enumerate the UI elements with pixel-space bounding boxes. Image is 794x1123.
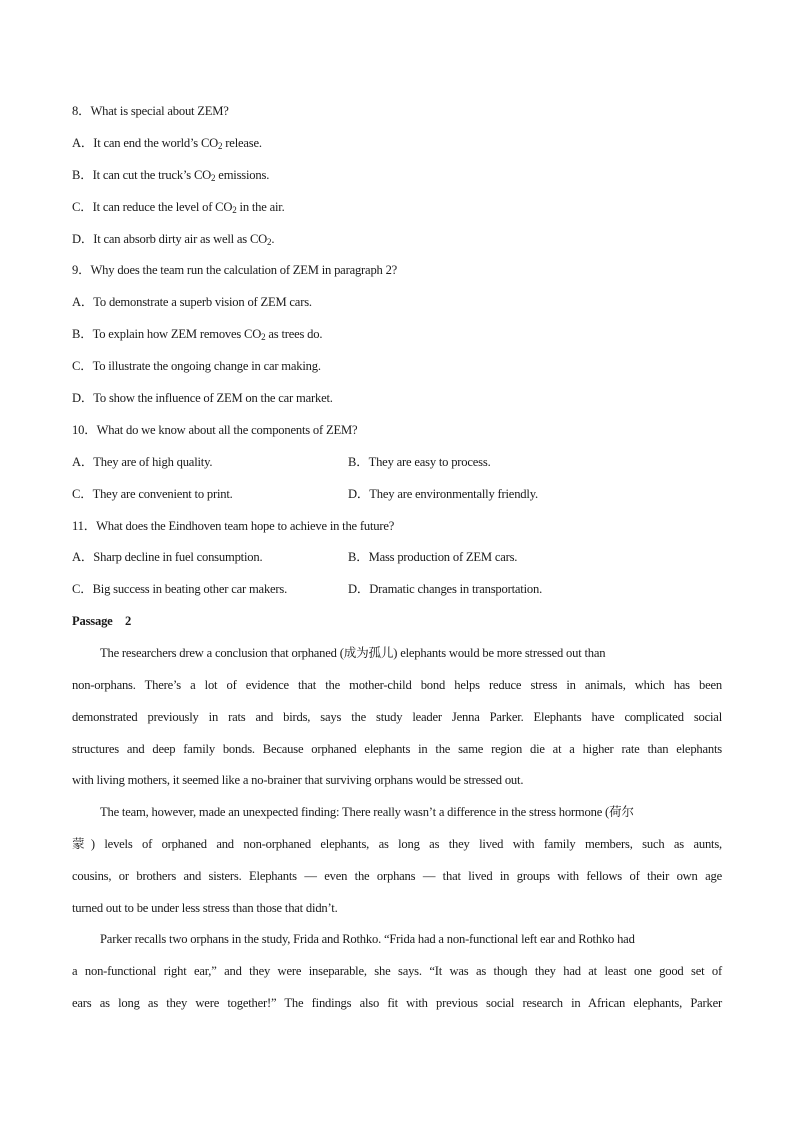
passage-paragraph-2 bbox=[72, 799, 722, 926]
question-8-option-d: D．It can absorb dirty air as well as $CO_2$. bbox=[72, 231, 275, 247]
question-9-option-c: C．To illustrate the ongoing change in car making. bbox=[72, 359, 321, 374]
question-8-option-a: A．It can end the world’s $CO_2$ release. bbox=[72, 135, 262, 151]
paragraph-line: 蒙) levels of orphaned and non-orphaned elephants, as long as they lived with family members, such as aunts, bbox=[72, 836, 722, 851]
paragraph-line: The researchers drew a conclusion that orphaned (成为孤儿) elephants would be more stressed out than bbox=[100, 646, 606, 661]
question-11-options-row-2 bbox=[72, 576, 722, 608]
paragraph-line: structures and deep family bonds. Because orphaned elephants in the same region die at a higher rate than elephants bbox=[72, 741, 722, 756]
question-11-option-a: A．Sharp decline in fuel consumption. bbox=[72, 550, 263, 565]
question-10-options-row-1 bbox=[72, 449, 722, 481]
question-11-stem: 11．What does the Eindhoven team hope to achieve in the future? bbox=[72, 518, 395, 533]
question-9-stem: 9．Why does the team run the calculation of ZEM in paragraph 2? bbox=[72, 263, 398, 278]
question-10-option-d: D．They are environmentally friendly. bbox=[348, 486, 538, 501]
paragraph-line: ears as long as they were together!” The findings also fit with previous social research in African elephants, Parker bbox=[72, 995, 722, 1010]
question-10-stem: 10．What do we know about all the components of ZEM? bbox=[72, 422, 358, 437]
paragraph-line: The team, however, made an unexpected finding: There really wasn’t a difference in the stress hormone (荷尔 bbox=[100, 805, 634, 820]
question-10-option-c: C．They are convenient to print. bbox=[72, 486, 233, 501]
question-10-option-b: B．They are easy to process. bbox=[348, 454, 491, 469]
passage-heading: Passage 2 bbox=[72, 614, 132, 629]
question-8-option-b: B．It can cut the truck’s $CO_2$ emissions. bbox=[72, 167, 270, 183]
question-8-option-c: C．It can reduce the level of $CO_2$ in the air. bbox=[72, 199, 285, 215]
document-page bbox=[72, 98, 722, 1022]
paragraph-line: a non-functional right ear,” and they were inseparable, she says. “It was as though they had at least one good set of bbox=[72, 964, 722, 979]
passage-paragraph-3 bbox=[72, 926, 722, 1021]
question-9-option-d: D．To show the influence of ZEM on the car market. bbox=[72, 391, 333, 406]
passage-paragraph-1 bbox=[72, 640, 722, 799]
question-9-option-a: A．To demonstrate a superb vision of ZEM cars. bbox=[72, 295, 312, 310]
question-11-option-d: D．Dramatic changes in transportation. bbox=[348, 582, 543, 597]
question-11-options-row-1 bbox=[72, 544, 722, 576]
question-10-option-a: A．They are of high quality. bbox=[72, 454, 213, 469]
question-11-option-b: B．Mass production of ZEM cars. bbox=[348, 550, 518, 565]
question-9-option-b: B．To explain how ZEM removes $CO_2$ as trees do. bbox=[72, 327, 323, 343]
paragraph-line: turned out to be under less stress than those that didn’t. bbox=[72, 900, 338, 915]
paragraph-line: non-orphans. There’s a lot of evidence that the mother-child bond helps reduce stress in animals, which has been bbox=[72, 677, 722, 692]
question-11-option-c: C．Big success in beating other car makers. bbox=[72, 582, 288, 597]
paragraph-line: demonstrated previously in rats and birds, says the study leader Jenna Parker. Elephants have complicated social bbox=[72, 709, 722, 724]
paragraph-line: Parker recalls two orphans in the study, Frida and Rothko. “Frida had a non-functional left ear and Rothko had bbox=[100, 932, 635, 947]
paragraph-line: with living mothers, it seemed like a no-brainer that surviving orphans would be stressed out. bbox=[72, 773, 524, 788]
question-8-stem: 8．What is special about ZEM? bbox=[72, 104, 229, 118]
paragraph-line: cousins, or brothers and sisters. Elephants — even the orphans — that lived in groups with fellows of their own age bbox=[72, 868, 722, 883]
question-10-options-row-2 bbox=[72, 481, 722, 513]
